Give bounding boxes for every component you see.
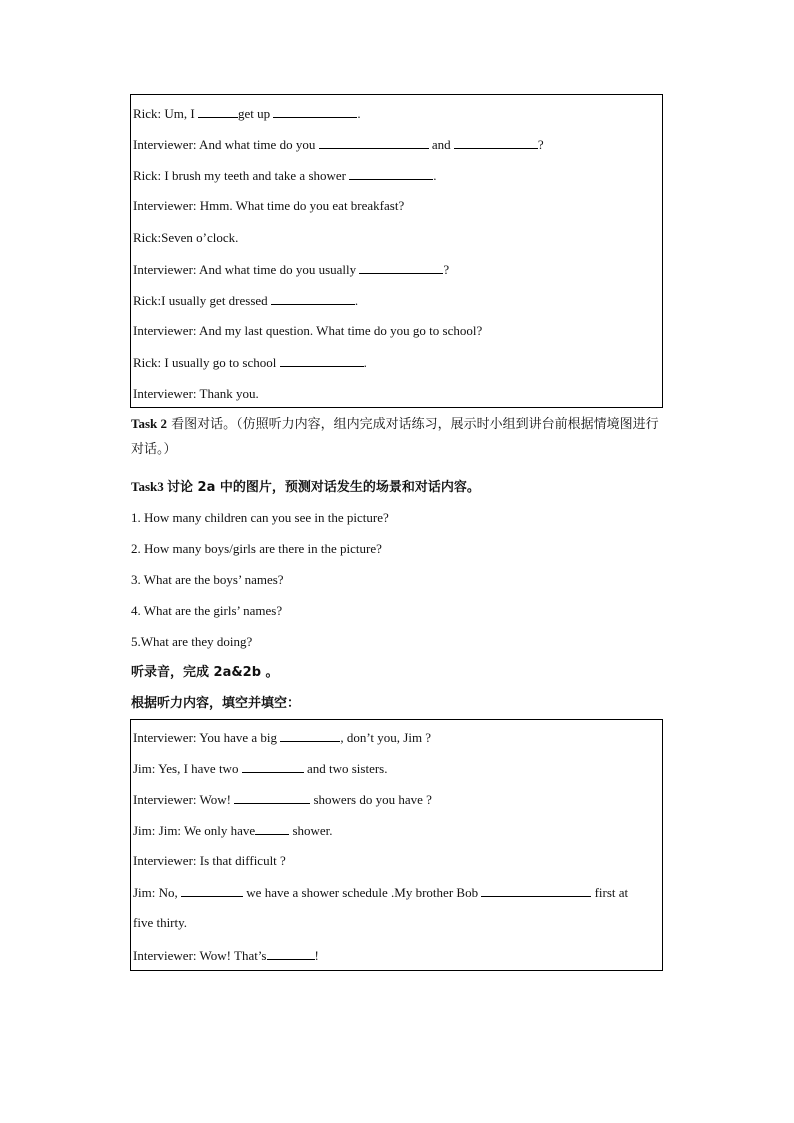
- dialogue-line: Interviewer: Thank you.: [133, 386, 259, 401]
- question-item: 2. How many boys/girls are there in the picture?: [131, 541, 382, 556]
- blank-field[interactable]: [454, 136, 538, 149]
- blank-field[interactable]: [234, 791, 310, 804]
- question-item: 4. What are the girls’ names?: [131, 603, 283, 618]
- dialogue-line: Rick: Um, I get up .: [133, 106, 361, 121]
- dialogue-line: Interviewer: And what time do you and ?: [133, 137, 544, 152]
- dialogue-line: Jim: No, we have a shower schedule .My brother Bob first at: [133, 885, 629, 900]
- blank-field[interactable]: [319, 136, 429, 149]
- dialogue-line: Interviewer: And my last question. What time do you go to school?: [133, 323, 483, 338]
- dialogue-line: Interviewer: Hmm. What time do you eat breakfast?: [133, 198, 405, 213]
- dialogue-line: Rick: I usually go to school .: [133, 355, 367, 370]
- dialogue-line: Rick:I usually get dressed .: [133, 293, 359, 308]
- dialogue-line: five thirty.: [133, 915, 188, 930]
- blank-field[interactable]: [271, 292, 355, 305]
- dialogue-line: Jim: Jim: We only have shower.: [133, 823, 333, 838]
- dialogue-line: Interviewer: And what time do you usually ?: [133, 262, 450, 277]
- task3-text: 讨论 2a 中的图片，预测对话发生的场景和对话内容。: [167, 480, 480, 495]
- dialogue-line: Interviewer: Wow! showers do you have ?: [133, 792, 432, 807]
- dialogue-line: Interviewer: Is that difficult ?: [133, 853, 286, 868]
- blank-field[interactable]: [349, 167, 433, 180]
- dialogue-box-jim: [130, 719, 663, 971]
- blank-field[interactable]: [280, 729, 340, 742]
- blank-field[interactable]: [242, 760, 304, 773]
- blank-field[interactable]: [181, 884, 243, 897]
- blank-field[interactable]: [280, 354, 364, 367]
- dialogue-line: Rick: I brush my teeth and take a shower .: [133, 168, 437, 183]
- task3-label: Task3: [131, 479, 168, 494]
- blank-field[interactable]: [255, 822, 289, 835]
- dialogue-line: Jim: Yes, I have two and two sisters.: [133, 761, 388, 776]
- question-item: 3. What are the boys’ names?: [131, 572, 284, 587]
- task2-paragraph: [131, 412, 661, 462]
- task3-heading: [131, 479, 480, 496]
- blank-field[interactable]: [267, 947, 315, 960]
- task2-text: 看图对话。（仿照听力内容，组内完成对话练习，展示时小组到讲台前根据情境图进行对话。）: [131, 417, 659, 457]
- task2-label: Task 2: [131, 416, 168, 431]
- blank-field[interactable]: [359, 261, 443, 274]
- dialogue-line: Interviewer: Wow! That’s !: [133, 948, 319, 963]
- dialogue-line: Rick:Seven o’clock.: [133, 230, 239, 245]
- question-item: 5.What are they doing?: [131, 634, 253, 649]
- fill-instruction: 根据听力内容，填空并填空：: [131, 696, 301, 711]
- dialogue-line: Interviewer: You have a big , don’t you, Jim ?: [133, 730, 432, 745]
- blank-field[interactable]: [273, 105, 357, 118]
- question-item: 1. How many children can you see in the picture?: [131, 510, 389, 525]
- blank-field[interactable]: [481, 884, 591, 897]
- listen-instruction: 听录音，完成 2a&2b 。: [131, 665, 279, 680]
- dialogue-box-rick: [130, 94, 663, 408]
- blank-field[interactable]: [198, 105, 238, 118]
